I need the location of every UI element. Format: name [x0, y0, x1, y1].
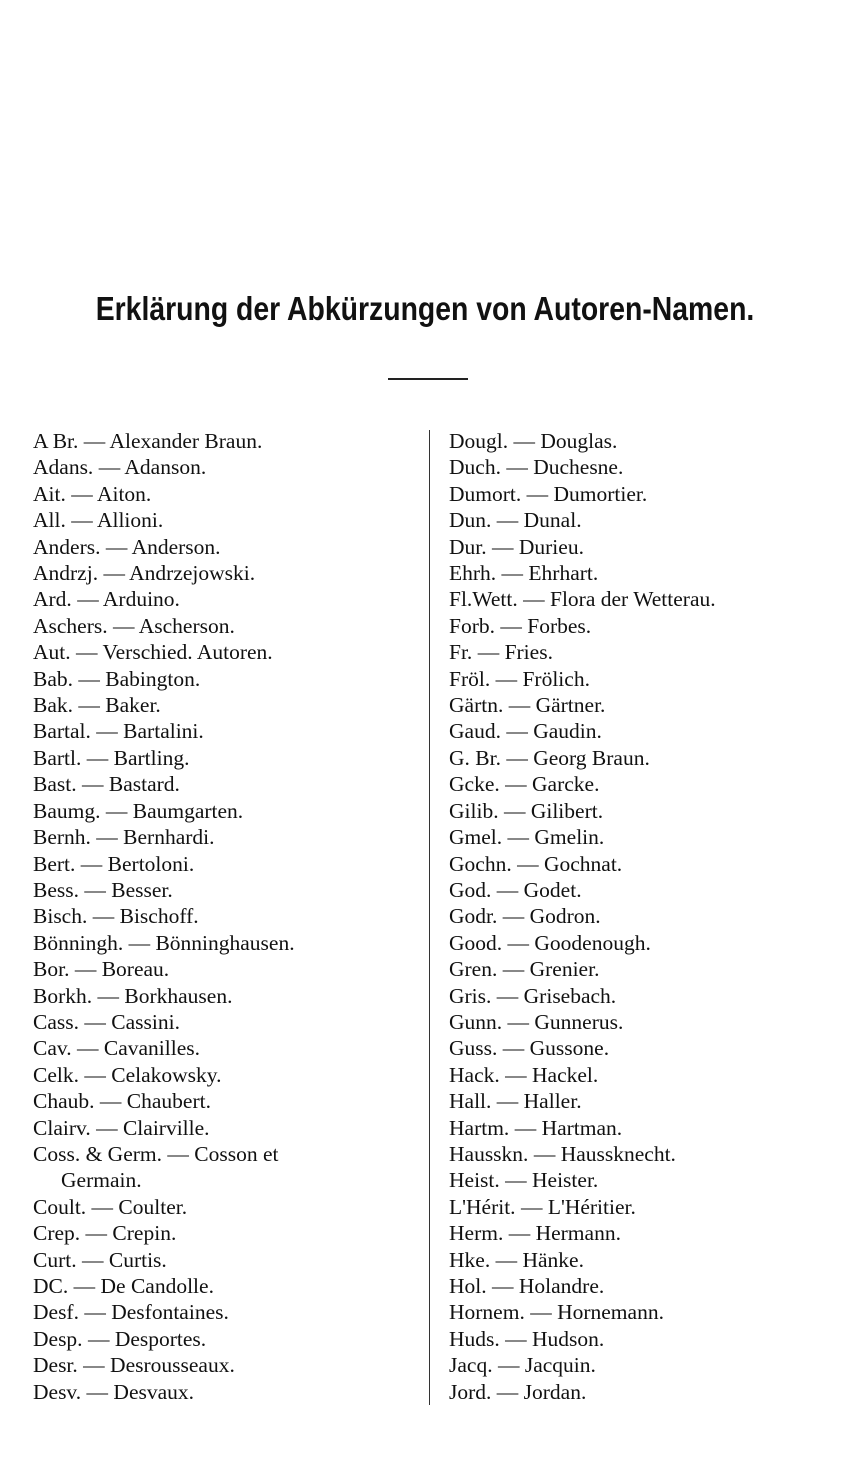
author-full-name: Bertoloni.: [107, 851, 195, 876]
em-dash: —: [492, 1353, 525, 1378]
abbreviation: Gaud.: [449, 719, 501, 744]
abbreviation-entry: [449, 851, 839, 877]
abbreviation: Desv.: [33, 1379, 82, 1404]
em-dash: —: [499, 1062, 532, 1087]
abbreviation-entry: [449, 771, 839, 797]
em-dash: —: [100, 534, 132, 559]
abbreviation-entry: [33, 930, 428, 956]
em-dash: —: [90, 719, 124, 744]
abbreviation-entry: [449, 1115, 839, 1141]
abbreviation-entry: [449, 877, 839, 903]
author-full-name: Durieu.: [518, 534, 584, 559]
abbreviation-entry: [449, 428, 839, 454]
abbreviation-entry: [33, 560, 428, 586]
abbreviation: DC.: [33, 1274, 69, 1298]
em-dash: —: [94, 1089, 127, 1114]
abbreviation: Cav.: [33, 1036, 72, 1061]
abbreviation-entry: [449, 1326, 839, 1352]
abbreviation: Aschers.: [33, 613, 108, 638]
abbreviation: G. Br.: [449, 745, 501, 770]
em-dash: —: [79, 877, 112, 902]
em-dash: —: [517, 587, 550, 612]
abbreviation-entry: [449, 1220, 839, 1246]
em-dash: —: [499, 1326, 533, 1351]
author-full-name: Besser.: [111, 877, 173, 902]
em-dash: —: [500, 455, 534, 480]
em-dash: —: [73, 693, 106, 718]
author-full-name: Celakowsky.: [111, 1062, 222, 1087]
em-dash: —: [497, 957, 530, 982]
em-dash: —: [496, 561, 529, 586]
abbreviation-entry: [449, 1062, 839, 1088]
abbreviation: Desf.: [33, 1300, 79, 1325]
abbreviation-entry: [33, 798, 428, 824]
em-dash: —: [90, 1115, 123, 1140]
abbreviation: God.: [449, 877, 492, 902]
abbreviation-entry: [33, 507, 428, 533]
abbreviation: Duch.: [449, 455, 501, 480]
abbreviation-entry: [33, 877, 428, 903]
abbreviation-entry: [33, 481, 428, 507]
em-dash: —: [499, 772, 532, 797]
author-full-name: Gochnat.: [543, 851, 623, 876]
abbreviation-entry: [449, 692, 839, 718]
abbreviation: Gmel.: [449, 825, 503, 850]
em-dash: —: [81, 1379, 114, 1404]
author-full-name: Desfontaines.: [111, 1300, 229, 1325]
author-full-name: Verschied. Autoren.: [102, 640, 273, 665]
abbreviation-entry: [33, 692, 428, 718]
em-dash: —: [497, 904, 530, 929]
abbreviation: Hornem.: [449, 1300, 525, 1325]
author-full-name: Goodenough.: [534, 930, 651, 955]
author-full-name: Gärtner.: [535, 693, 606, 718]
abbreviation-entry: [449, 1088, 839, 1114]
author-full-name: Bastard.: [108, 772, 180, 797]
abbreviation-entry: [449, 534, 839, 560]
em-dash: —: [500, 745, 534, 770]
page-title: Erklärung der Abkürzungen von Autoren-Namen.: [95, 290, 755, 327]
author-full-name: Dumortier.: [553, 481, 648, 506]
author-full-name: Clairville.: [122, 1115, 210, 1140]
author-full-name: Coulter.: [118, 1194, 188, 1219]
abbreviation: Gärtn.: [449, 693, 504, 718]
abbreviation: Fr.: [449, 640, 473, 665]
em-dash: —: [502, 930, 535, 955]
em-dash: —: [524, 1300, 558, 1325]
abbreviation: Ait.: [33, 481, 66, 506]
abbreviation: Clairv.: [33, 1115, 91, 1140]
abbreviation-entry: [449, 481, 839, 507]
author-full-name: Heister.: [532, 1168, 599, 1193]
abbreviation: Herm.: [449, 1221, 504, 1246]
author-full-name: Bischoff.: [119, 904, 199, 929]
abbreviation: Bor.: [33, 957, 70, 982]
abbreviation: Guss.: [449, 1036, 498, 1061]
em-dash: —: [65, 508, 97, 533]
em-dash: —: [86, 1194, 119, 1219]
em-dash: —: [71, 1036, 104, 1061]
author-full-name: Babington.: [105, 666, 201, 691]
em-dash: —: [65, 481, 97, 506]
abbreviation: Dun.: [449, 508, 492, 533]
em-dash: —: [491, 1379, 524, 1404]
abbreviation: All.: [33, 508, 66, 533]
em-dash: —: [486, 1274, 519, 1298]
abbreviation: Dumort.: [449, 481, 522, 506]
abbreviation: Bess.: [33, 877, 79, 902]
abbreviation: Adans.: [33, 455, 94, 480]
abbreviation-entry: [33, 1194, 428, 1220]
abbreviation-entry: [33, 1167, 428, 1193]
column-divider: [429, 430, 430, 1405]
abbreviation-entry: [449, 798, 839, 824]
abbreviation: Hartm.: [449, 1115, 510, 1140]
abbreviation: Coss. & Germ.: [33, 1141, 162, 1166]
abbreviation: A Br.: [33, 429, 79, 453]
author-full-name: Haussknecht.: [560, 1141, 676, 1166]
author-full-name: Douglas.: [540, 429, 618, 453]
abbreviation-entry: [33, 1035, 428, 1061]
author-full-name: Haller.: [523, 1089, 582, 1114]
abbreviation-entry: [449, 507, 839, 533]
author-full-name: Anderson.: [131, 534, 221, 559]
em-dash: —: [495, 613, 528, 638]
em-dash: —: [491, 1089, 524, 1114]
abbreviation-entry: [449, 1352, 839, 1378]
abbreviation-entry: [33, 1299, 428, 1325]
abbreviation-entry: [33, 771, 428, 797]
author-full-name: Desportes.: [114, 1326, 207, 1351]
em-dash: —: [490, 666, 523, 691]
em-dash: —: [92, 983, 125, 1008]
abbreviation: Jacq.: [449, 1353, 493, 1378]
author-full-name: Jacquin.: [524, 1353, 596, 1378]
em-dash: —: [486, 534, 519, 559]
abbreviation-entry: [33, 613, 428, 639]
em-dash: —: [503, 1221, 536, 1246]
abbreviation: Aut.: [33, 640, 71, 665]
abbreviation: Gilib.: [449, 798, 499, 823]
abbreviation-entry: [449, 824, 839, 850]
abbreviation: Bab.: [33, 666, 74, 691]
em-dash: —: [491, 508, 524, 533]
author-full-name: Gmelin.: [534, 825, 605, 850]
abbreviation: Gris.: [449, 983, 492, 1008]
abbreviation: Godr.: [449, 904, 498, 929]
abbreviation-entry: [33, 1352, 428, 1378]
author-full-name: Holandre.: [518, 1274, 605, 1298]
abbreviation: Desr.: [33, 1353, 78, 1378]
em-dash: —: [511, 851, 544, 876]
author-full-name: Grenier.: [529, 957, 600, 982]
em-dash: —: [502, 825, 535, 850]
author-full-name: Boreau.: [101, 957, 170, 982]
em-dash: —: [515, 1194, 548, 1219]
abbreviation: Bartal.: [33, 719, 91, 744]
abbreviation-entry: [449, 639, 839, 665]
abbreviation-entry: [33, 428, 428, 454]
abbreviation: Gren.: [449, 957, 498, 982]
author-full-name: Bartalini.: [123, 719, 204, 744]
em-dash: —: [73, 666, 106, 691]
abbreviation: Dougl.: [449, 429, 509, 453]
abbreviation-entry: [33, 1379, 428, 1405]
abbreviation: Gcke.: [449, 772, 500, 797]
abbreviation-entry: [449, 1167, 839, 1193]
em-dash: —: [87, 904, 120, 929]
author-full-name: Hänke.: [522, 1247, 584, 1272]
abbreviation-entry: [33, 1326, 428, 1352]
em-dash: —: [508, 429, 541, 453]
em-dash: —: [70, 640, 103, 665]
em-dash: —: [123, 930, 156, 955]
abbreviation: Bernh.: [33, 825, 91, 850]
author-full-name: Baker.: [105, 693, 161, 718]
em-dash: —: [98, 561, 130, 586]
left-column: [33, 428, 428, 1405]
author-full-name: Adanson.: [124, 455, 207, 480]
abbreviation: Celk.: [33, 1062, 79, 1087]
abbreviation: Hausskn.: [449, 1141, 529, 1166]
abbreviation-entry: [449, 1194, 839, 1220]
abbreviation: L'Hérit.: [449, 1194, 516, 1219]
author-full-name: Forbes.: [527, 613, 592, 638]
abbreviation-entry: [33, 1062, 428, 1088]
abbreviation: Hack.: [449, 1062, 500, 1087]
abbreviation: Gunn.: [449, 1009, 503, 1034]
author-full-name: Grisebach.: [523, 983, 617, 1008]
abbreviation-entry: [33, 454, 428, 480]
author-full-name: Ehrhart.: [528, 561, 599, 586]
author-full-name: Hackel.: [532, 1062, 599, 1087]
abbreviation-entry: [449, 930, 839, 956]
em-dash: —: [491, 877, 524, 902]
author-full-name: Flora der Wetterau.: [550, 587, 716, 612]
abbreviation: Ehrh.: [449, 561, 497, 586]
author-full-name: Allioni.: [96, 508, 164, 533]
author-full-name: Andrzejowski.: [129, 561, 256, 586]
abbreviation: Crep.: [33, 1221, 81, 1246]
abbreviation: Heist.: [449, 1168, 500, 1193]
abbreviation-entry: [449, 1035, 839, 1061]
em-dash: —: [69, 957, 102, 982]
em-dash: —: [76, 1247, 109, 1272]
abbreviation-entry: [33, 851, 428, 877]
abbreviation: Bartl.: [33, 745, 82, 770]
title-rule: [388, 378, 468, 380]
abbreviation: Bisch.: [33, 904, 88, 929]
author-full-name: De Candolle.: [100, 1274, 214, 1298]
em-dash: —: [79, 1009, 112, 1034]
author-full-name: Baumgarten.: [132, 798, 244, 823]
author-full-name: Aiton.: [96, 481, 152, 506]
abbreviation-entry: [33, 1220, 428, 1246]
em-dash: —: [498, 798, 531, 823]
author-full-name: Ascherson.: [138, 613, 235, 638]
em-dash: —: [90, 825, 124, 850]
abbreviation-entry: [33, 903, 428, 929]
abbreviation: Desp.: [33, 1326, 83, 1351]
abbreviation: Bert.: [33, 851, 76, 876]
abbreviation: Hol.: [449, 1274, 487, 1298]
abbreviation: Cass.: [33, 1009, 79, 1034]
author-full-name: Godron.: [529, 904, 601, 929]
author-full-name: Georg Braun.: [533, 745, 650, 770]
abbreviation-entry: [449, 718, 839, 744]
em-dash: —: [76, 772, 109, 797]
em-dash: —: [162, 1141, 195, 1166]
author-full-name: Duchesne.: [533, 455, 624, 480]
abbreviation: Bak.: [33, 693, 74, 718]
em-dash: —: [93, 455, 125, 480]
abbreviation-entry: [33, 745, 428, 771]
author-full-name: Desvaux.: [113, 1379, 195, 1404]
abbreviation: Hall.: [449, 1089, 492, 1114]
author-full-name: Gaudin.: [533, 719, 602, 744]
abbreviation: Coult.: [33, 1194, 87, 1219]
abbreviation: Jord.: [449, 1379, 492, 1404]
abbreviation-entry: [33, 956, 428, 982]
abbreviation-entry: [449, 1141, 839, 1167]
em-dash: —: [503, 693, 536, 718]
author-full-name: Chaubert.: [126, 1089, 211, 1114]
author-full-name: Desrousseaux.: [110, 1353, 235, 1378]
author-full-name: Cassini.: [111, 1009, 180, 1034]
em-dash: —: [80, 1221, 113, 1246]
abbreviation-entry: [33, 666, 428, 692]
abbreviation: Forb.: [449, 613, 495, 638]
abbreviation: Andrzj.: [33, 561, 99, 586]
em-dash: —: [107, 613, 139, 638]
abbreviation: Fl.Wett.: [449, 587, 518, 612]
abbreviation: Gochn.: [449, 851, 512, 876]
em-dash: —: [521, 481, 554, 506]
abbreviation: Dur.: [449, 534, 487, 559]
em-dash: —: [81, 745, 114, 770]
author-full-name: Arduino.: [102, 587, 180, 612]
author-full-name: Bernhardi.: [123, 825, 215, 850]
author-full-name: Gussone.: [529, 1036, 610, 1061]
abbreviation-entry: [449, 454, 839, 480]
em-dash: —: [78, 429, 110, 453]
abbreviation-entry: [449, 1009, 839, 1035]
author-full-name: Frölich.: [522, 666, 590, 691]
author-full-name: L'Héritier.: [547, 1194, 636, 1219]
abbreviation: Chaub.: [33, 1089, 95, 1114]
em-dash: —: [78, 1062, 112, 1087]
author-full-name: Hermann.: [535, 1221, 621, 1246]
em-dash: —: [472, 640, 505, 665]
em-dash: —: [71, 587, 103, 612]
abbreviation-entry: [449, 1273, 839, 1299]
author-full-name: Garcke.: [532, 772, 600, 797]
author-full-name: Cosson et: [194, 1141, 279, 1166]
abbreviation-entry: [449, 560, 839, 586]
em-dash: —: [78, 1300, 112, 1325]
author-full-name: Cavanilles.: [103, 1036, 201, 1061]
abbreviation-entry: [33, 983, 428, 1009]
abbreviation-entry: [33, 1088, 428, 1114]
abbreviation-entry: [33, 534, 428, 560]
author-full-name: Godet.: [523, 877, 582, 902]
em-dash: —: [500, 719, 534, 744]
abbreviation: Hke.: [449, 1247, 491, 1272]
right-column: [449, 428, 839, 1405]
author-full-name: Hornemann.: [557, 1300, 664, 1325]
em-dash: —: [499, 1168, 533, 1193]
author-full-name: Germain.: [61, 1168, 142, 1193]
author-full-name: Hartman.: [541, 1115, 623, 1140]
abbreviation: Baumg.: [33, 798, 101, 823]
em-dash: —: [497, 1036, 530, 1061]
abbreviation: Curt.: [33, 1247, 77, 1272]
author-full-name: Fries.: [504, 640, 553, 665]
abbreviation-entry: [33, 718, 428, 744]
abbreviation-entry: [449, 613, 839, 639]
abbreviation-entry: [33, 639, 428, 665]
abbreviation-entry: [33, 1247, 428, 1273]
author-full-name: Hudson.: [532, 1326, 605, 1351]
abbreviation-entry: [33, 586, 428, 612]
abbreviation-entry: [449, 956, 839, 982]
author-full-name: Bartling.: [113, 745, 190, 770]
abbreviation-entry: [33, 1115, 428, 1141]
abbreviation-entry: [449, 666, 839, 692]
abbreviation: Ard.: [33, 587, 72, 612]
abbreviation-entry: [449, 983, 839, 1009]
em-dash: —: [490, 1247, 523, 1272]
author-full-name: Curtis.: [108, 1247, 167, 1272]
em-dash: —: [491, 983, 524, 1008]
abbreviation-entry: [33, 1141, 428, 1167]
abbreviation: Good.: [449, 930, 503, 955]
abbreviation: Huds.: [449, 1326, 500, 1351]
author-full-name: Gilibert.: [530, 798, 604, 823]
abbreviation-entry: [33, 1273, 428, 1299]
abbreviation-entry: [449, 1299, 839, 1325]
abbreviation: Bast.: [33, 772, 77, 797]
em-dash: —: [100, 798, 133, 823]
author-full-name: Alexander Braun.: [109, 429, 263, 453]
abbreviation-entry: [449, 903, 839, 929]
author-full-name: Borkhausen.: [124, 983, 233, 1008]
em-dash: —: [68, 1274, 101, 1298]
em-dash: —: [528, 1141, 561, 1166]
abbreviation-entry: [33, 1009, 428, 1035]
abbreviation-entry: [449, 745, 839, 771]
em-dash: —: [77, 1353, 111, 1378]
author-full-name: Crepin.: [112, 1221, 177, 1246]
em-dash: —: [75, 851, 108, 876]
abbreviation-entry: [449, 586, 839, 612]
author-full-name: Gunnerus.: [534, 1009, 624, 1034]
abbreviation-entry: [449, 1247, 839, 1273]
author-full-name: Bönninghausen.: [155, 930, 295, 955]
em-dash: —: [509, 1115, 542, 1140]
author-full-name: Dunal.: [523, 508, 582, 533]
em-dash: —: [502, 1009, 535, 1034]
author-full-name: Jordan.: [523, 1379, 587, 1404]
abbreviation: Anders.: [33, 534, 101, 559]
abbreviation: Borkh.: [33, 983, 93, 1008]
em-dash: —: [82, 1326, 115, 1351]
abbreviation: Bönningh.: [33, 930, 124, 955]
abbreviation-entry: [33, 824, 428, 850]
abbreviation: Fröl.: [449, 666, 491, 691]
abbreviation-entry: [449, 1379, 839, 1405]
